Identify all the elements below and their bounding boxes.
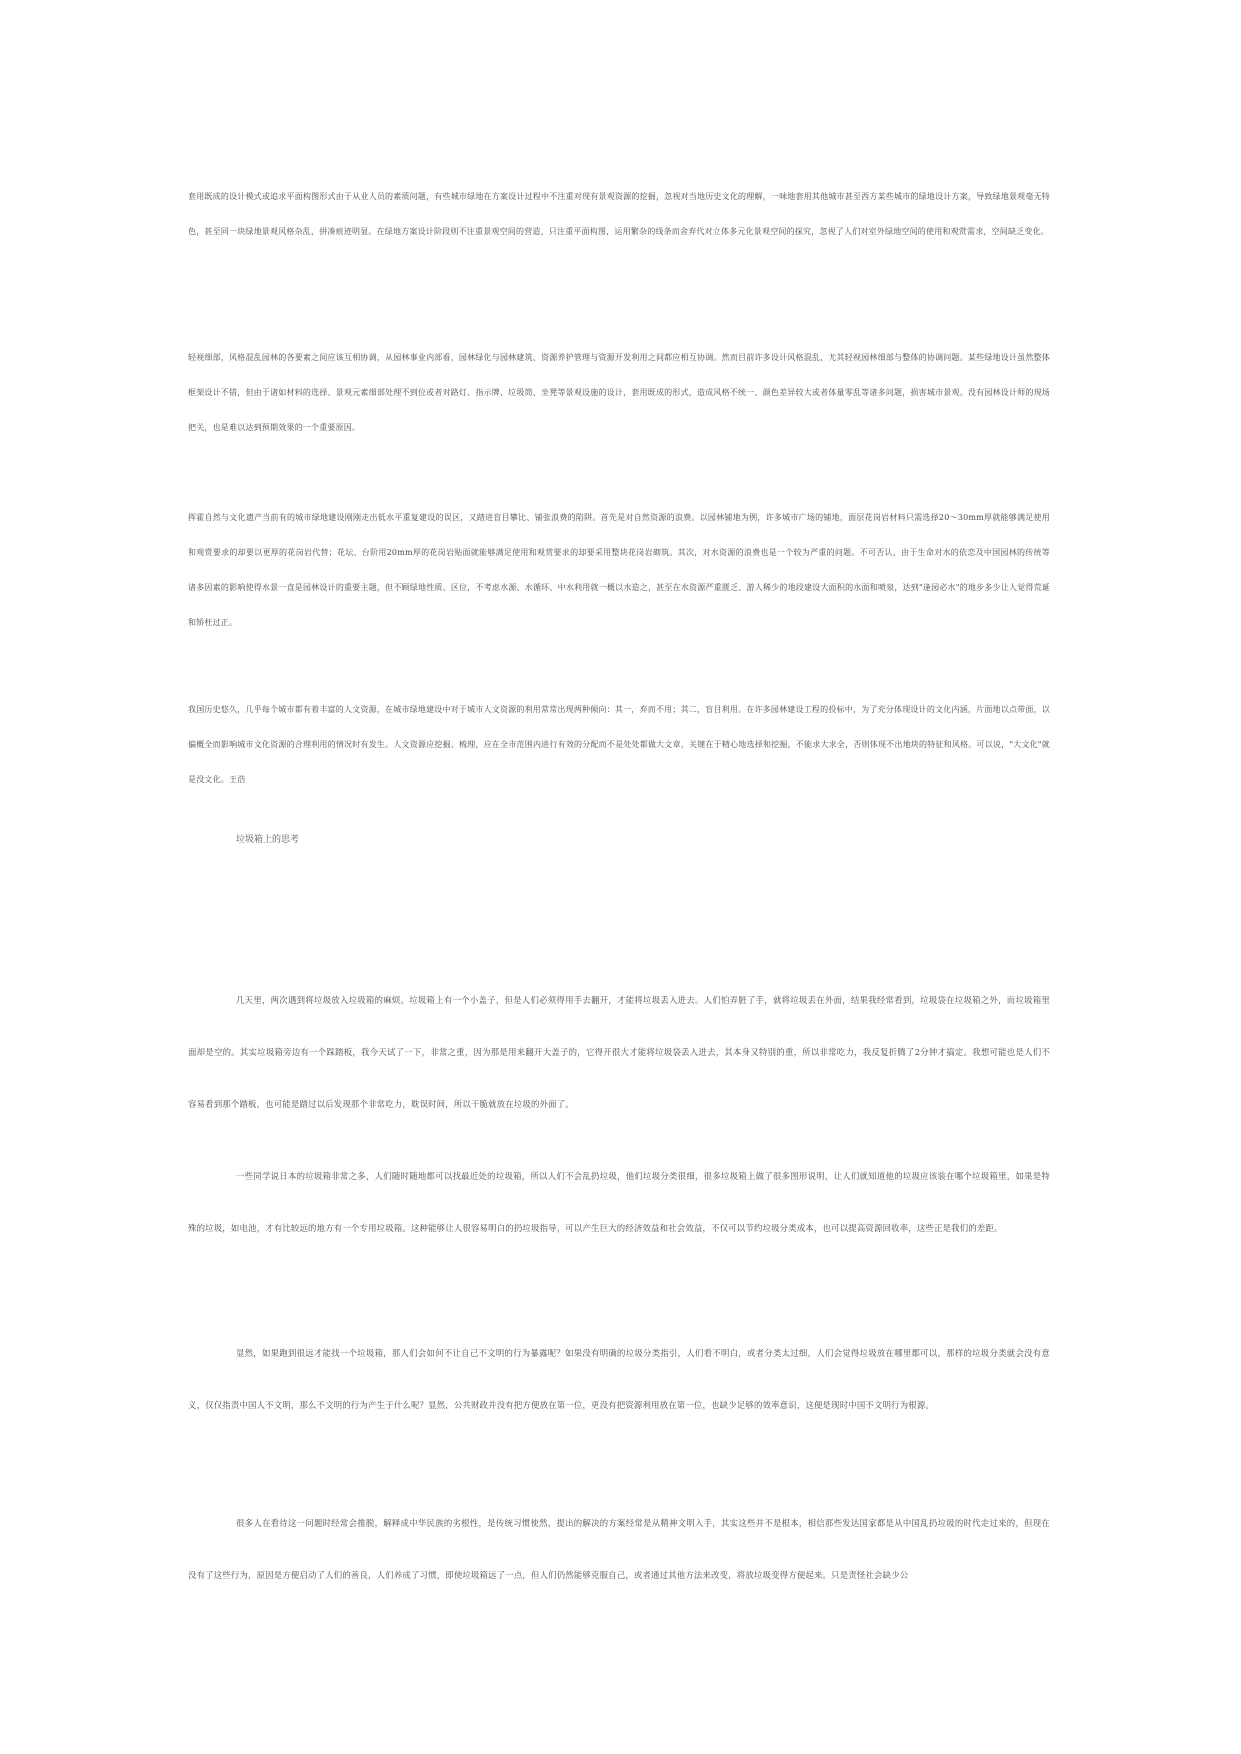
essay-title: 垃圾箱上的思考 bbox=[236, 835, 300, 845]
paragraph-heritage-waste: 挥霍自然与文化遗产当前有的城市绿地建设刚刚走出低水平重复建设的误区，又踏进盲目攀比、铺张浪费的陷阱。首先是对自然资源的浪费。以园林铺地为例，许多城市广场的铺地，面层花岗岩材料只需选择20～30mm厚就能够满足使用和观赏要求的却要以更厚的花岗岩代替；花坛、台阶用20mm厚的花岗岩贴面就能够满足使用和观赏要求的却要采用整块花岗岩砌筑。其次，对水资源的浪费也是一个较为严重的问题。不可否认，由于生命对水的依恋及中国园林的传统等诸多因素的影响使得水景一直是园林设计的重要主题，但不顾绿地性质、区位，不考虑水源、水循环、中水利用就一概以水造之，甚至在水资源严重匮乏、游人稀少的地段建设大面积的水面和喷泉，达到"逢园必水"的地步多少让人觉得荒诞和矫枉过正。 bbox=[188, 513, 1050, 627]
essay-paragraph-4: 很多人在看待这一问题时经常会推脱，解释成中华民族的劣根性，是传统习惯使然，提出的解决的方案经常是从精神文明入手，其实这些并不是根本，相信那些发达国家都是从中国乱扔垃圾的时代走过来的，但现在没有了这些行为，原因是方便启动了人们的善良，人们养成了习惯，即使垃圾箱远了一点，但人们仍然能够克服自己，或者通过其他方法来改变，将放垃圾变得方便起来。只是责怪社会缺少公 bbox=[188, 1518, 1050, 1580]
paragraph-details-style: 轻视细部，风格混乱园林的各要素之间应该互相协调，从园林事业内部看，园林绿化与园林建筑、资源养护管理与资源开发利用之间都应相互协调。然而目前许多设计风格混乱，尤其轻视园林细部与整体的协调问题。某些绿地设计虽然整体框架设计不错，但由于诸如材料的选择、景观元素细部处理不到位或者对路灯、指示牌、垃圾筒、坐凳等景观设施的设计，套用既成的形式，造成风格不统一、颜色差异较大或者体量零乱等诸多问题，损害城市景观。没有园林设计师的现场把关，也是难以达到预期效果的一个重要原因。 bbox=[188, 353, 1050, 432]
paragraph-design-patterns: 套用既成的设计模式或追求平面构图形式由于从业人员的素质问题，有些城市绿地在方案设计过程中不注重对现有景观资源的挖掘，忽视对当地历史文化的理解，一味地套用其他城市甚至西方某些城市的绿地设计方案，导致绿地景观毫无特色，甚至同一块绿地景观风格杂乱，拼凑痕迹明显。在绿地方案设计阶段则不注重景观空间的营造，只注重平面构图，运用繁杂的线条而舍弃代对立体多元化景观空间的探究，忽视了人们对室外绿地空间的使用和观赏需求，空间缺乏变化。 bbox=[188, 192, 1050, 236]
essay-paragraph-3: 显然，如果跑到很远才能找一个垃圾箱，那人们会如何不让自己不文明的行为暴露呢？如果没有明确的垃圾分类指引，人们看不明白，或者分类太过细，人们会觉得垃圾放在哪里都可以，那样的垃圾分类就会没有意义，仅仅指责中国人不文明，那么不文明的行为产生于什么呢？显然，公共财政并没有把方便放在第一位，更没有把资源利用放在第一位，也缺少足够的效率意识，这便是现时中国不文明行为根源。 bbox=[188, 1348, 1050, 1410]
paragraph-cultural-resources: 我国历史悠久，几乎每个城市都有着丰富的人文资源，在城市绿地建设中对于城市人文资源的利用常常出现两种倾向：其一，弃而不用；其二，盲目利用。在许多园林建设工程的投标中，为了充分体现设计的文化内涵，片面地以点带面，以偏概全而影响城市文化资源的合理利用的情况时有发生。人文资源应挖掘、梳理，应在全市范围内进行有效的分配而不是处处都做大文章，关键在于精心地选择和挖掘，不能求大求全，否则体现不出地块的特征和风格。可以说，"大文化"就是没文化。王浩 bbox=[188, 705, 1050, 784]
essay-paragraph-2: 一些同学说日本的垃圾箱非常之多，人们随时随地都可以找最近处的垃圾箱，所以人们不会乱扔垃圾，他们垃圾分类很细，很多垃圾箱上做了很多图形说明，让人们就知道他的垃圾应该装在哪个垃圾箱里，如果是特殊的垃圾，如电池，才有比较远的地方有一个专用垃圾箱。这种能够让人很容易明白的扔垃圾指导，可以产生巨大的经济效益和社会效益，不仅可以节约垃圾分类成本，也可以提高资源回收率，这些正是我们的差距。 bbox=[188, 1171, 1050, 1233]
essay-paragraph-1: 几天里，两次遇到将垃圾放入垃圾箱的麻烦。垃圾箱上有一个小盖子，但是人们必须得用手去翻开，才能将垃圾丢入进去。人们怕弄脏了手，就将垃圾丢在外面，结果我经常看到，垃圾袋在垃圾箱之外，而垃圾箱里面却是空的。其实垃圾箱旁边有一个踩踏板，我今天试了一下，非常之重，因为那是用来翻开大盖子的，它得开很大才能将垃圾袋丢入进去，其本身又特别的重，所以非常吃力，我反复折腾了2分钟才搞定。我想可能也是人们不容易看到那个踏板，也可能是踏过以后发现那个非常吃力，耽误时间，所以干脆就放在垃圾的外面了。 bbox=[188, 995, 1050, 1109]
